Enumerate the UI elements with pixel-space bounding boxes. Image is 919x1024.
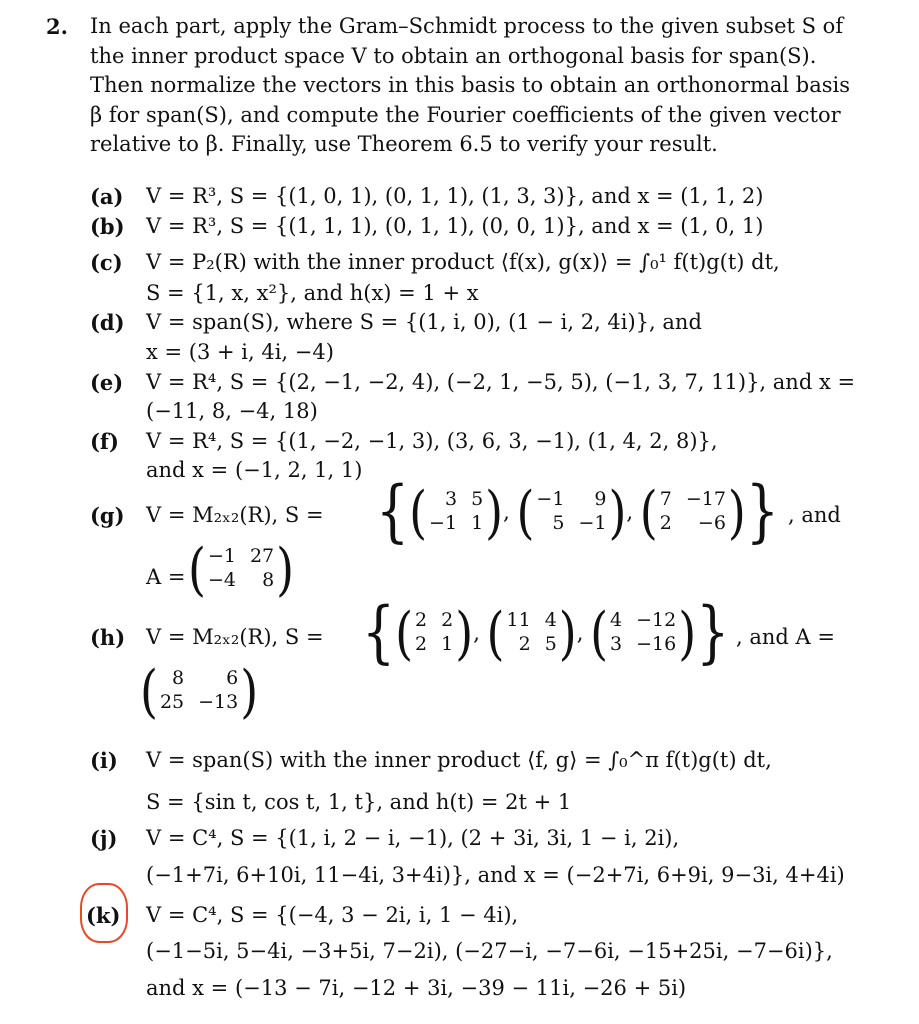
part-h-label: (h) (90, 625, 126, 650)
intro-line-2: the inner product space V to obtain an orthogonal basis for span(S). (90, 44, 817, 68)
intro-line-3: Then normalize the vectors in this basis to obtain an orthonormal basis (90, 73, 851, 97)
part-f-label: (f) (90, 429, 119, 454)
part-b-label: (b) (90, 214, 125, 239)
part-c-line-2: S = {1, x, x²}, and h(x) = 1 + x (146, 281, 479, 305)
part-j-label: (j) (90, 826, 118, 851)
part-k-line-1: V = C⁴, S = {(−4, 3 − 2i, i, 1 − 4i), (146, 903, 519, 927)
part-d-label: (d) (90, 310, 125, 335)
matrix-h1: ( 2 2 2 1 ) (395, 599, 474, 667)
part-e-line-1: V = R⁴, S = {(2, −1, −2, 4), (−2, 1, −5, 5), (−1, 3, 7, 11)}, and x = (146, 370, 856, 394)
part-f-line-2: and x = (−1, 2, 1, 1) (146, 458, 363, 482)
intro-line-4: β for span(S), and compute the Fourier coefficients of the given vector (90, 103, 841, 127)
matrix-h3: ( 4 −12 3 −16 ) (590, 599, 697, 667)
matrix-g1: ( 3 5 −1 1 ) (409, 478, 504, 546)
matrix-h-a: ( 8 6 25 −13 ) (140, 657, 259, 725)
left-brace: { (362, 594, 396, 672)
part-d-line-2: x = (3 + i, 4i, −4) (146, 340, 334, 364)
part-a-text: V = R³, S = {(1, 0, 1), (0, 1, 1), (1, 3, 3)}, and x = (1, 1, 2) (146, 184, 764, 208)
part-c-line-1: V = P₂(R) with the inner product ⟨f(x), g(x)⟩ = ∫₀¹ f(t)g(t) dt, (146, 250, 780, 274)
part-j-line-1: V = C⁴, S = {(1, i, 2 − i, −1), (2 + 3i, 3i, 1 − i, 2i), (146, 826, 680, 850)
part-i-line-1: V = span(S) with the inner product ⟨f, g⟩ = ∫₀^π f(t)g(t) dt, (146, 748, 772, 772)
part-k-label: (k) (86, 903, 121, 928)
part-i-label: (i) (90, 748, 118, 773)
part-g-prefix: V = M₂ₓ₂(R), S = (146, 503, 324, 527)
part-k-line-2: (−1−5i, 5−4i, −3+5i, 7−2i), (−27−i, −7−6i, −15+25i, −7−6i)}, (146, 939, 833, 963)
part-c-label: (c) (90, 250, 123, 275)
part-h-prefix: V = M₂ₓ₂(R), S = (146, 625, 324, 649)
right-brace: } (696, 594, 730, 672)
part-k-line-3: and x = (−13 − 7i, −12 + 3i, −39 − 11i, −26 + 5i) (146, 976, 687, 1000)
left-brace: { (376, 473, 410, 551)
intro-line-1: In each part, apply the Gram–Schmidt process to the given subset S of (90, 14, 844, 38)
part-f-line-1: V = R⁴, S = {(1, −2, −1, 3), (3, 6, 3, −1), (1, 4, 2, 8)}, (146, 429, 718, 453)
part-g-suffix: , and (788, 503, 841, 527)
part-g-label: (g) (90, 503, 125, 528)
matrix-g-a: ( −1 27 −4 8 ) (188, 535, 295, 603)
part-j-line-2: (−1+7i, 6+10i, 11−4i, 3+4i)}, and x = (−2+7i, 6+9i, 9−3i, 4+4i) (146, 863, 845, 887)
part-d-line-1: V = span(S), where S = {(1, i, 0), (1 − i, 2, 4i)}, and (146, 310, 702, 334)
matrix-g2: ( −1 9 5 −1 ) (516, 478, 627, 546)
part-e-line-2: (−11, 8, −4, 18) (146, 399, 318, 423)
matrix-h2: ( 11 4 2 5 ) (486, 599, 577, 667)
part-b-text: V = R³, S = {(1, 1, 1), (0, 1, 1), (0, 0, 1)}, and x = (1, 0, 1) (146, 214, 764, 238)
part-g-set: { ( 3 5 −1 1 ) , ( −1 9 5 −1 ) , ( 7 −17 2 −6 ) } (376, 473, 779, 551)
part-h-suffix: , and A = (736, 625, 835, 649)
part-h-set: { ( 2 2 2 1 ) , ( 11 4 2 5 ) , ( 4 −12 3 −16 ) } (362, 594, 730, 672)
part-i-line-2: S = {sin t, cos t, 1, t}, and h(t) = 2t + 1 (146, 790, 572, 814)
right-brace: } (745, 473, 779, 551)
intro-line-5: relative to β. Finally, use Theorem 6.5 to verify your result. (90, 132, 718, 156)
matrix-g3: ( 7 −17 2 −6 ) (639, 478, 746, 546)
part-e-label: (e) (90, 370, 124, 395)
part-a-label: (a) (90, 184, 124, 209)
part-g-a-label: A = (146, 565, 186, 589)
problem-number: 2. (46, 14, 68, 39)
